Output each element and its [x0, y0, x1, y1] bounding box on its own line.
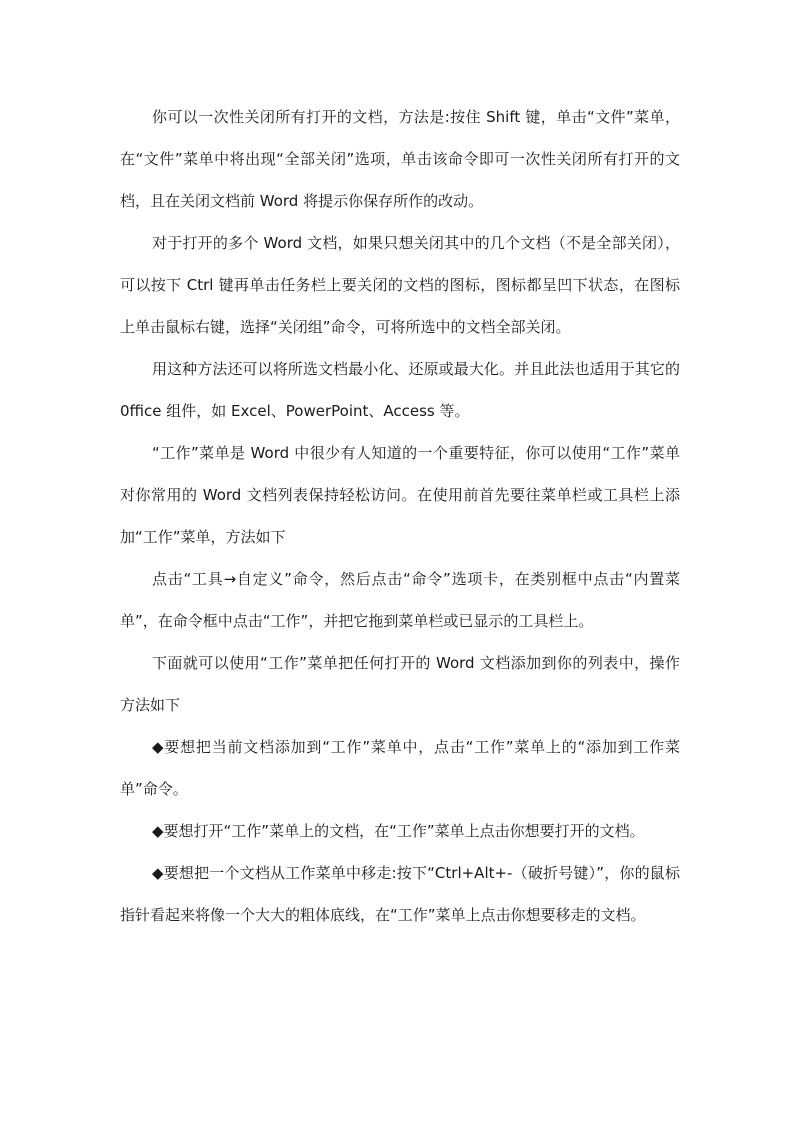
paragraph-close-group: 对于打开的多个 Word 文档，如果只想关闭其中的几个文档（不是全部关闭），可以按下 Ctrl 键再单击任务栏上要关闭的文档的图标，图标都呈凹下状态，在图标上单击鼠标右键，选择“关闭组”命令，可将所选中的文档全部关闭。 — [120, 234, 680, 336]
paragraph-bullet-remove: ◆要想把一个文档从工作菜单中移走:按下“Ctrl+Alt+-（破折号键）”，你的鼠标指针看起来将像一个大大的粗体底线，在“工作”菜单上点击你想要移走的文档。 — [120, 864, 680, 924]
paragraph-bullet-open: ◆要想打开“工作”菜单上的文档，在“工作”菜单上点击你想要打开的文档。 — [152, 822, 645, 840]
paragraph-customize-steps: 点击“工具→自定义”命令，然后点击“命令”选项卡，在类别框中点击“内置菜单”，在命令框中点击“工作”，并把它拖到菜单栏或已显示的工具栏上。 — [120, 570, 680, 630]
paragraph-minimize-restore: 用这种方法还可以将所选文档最小化、还原或最大化。并且此法也适用于其它的 0ffice 组件，如 Excel、PowerPoint、Access 等。 — [120, 360, 680, 420]
paragraph-add-to-list: 下面就可以使用“工作”菜单把任何打开的 Word 文档添加到你的列表中，操作方法如下 — [120, 654, 680, 714]
paragraph-work-menu-intro: “工作”菜单是 Word 中很少有人知道的一个重要特征，你可以使用“工作”菜单对你常用的 Word 文档列表保持轻松访问。在使用前首先要往菜单栏或工具栏上添加“工作”菜单，方法如下 — [120, 444, 680, 546]
document-body — [120, 96, 680, 936]
paragraph-close-all: 你可以一次性关闭所有打开的文档，方法是:按住 Shift 键，单击“文件”菜单，在“文件”菜单中将出现“全部关闭”选项，单击该命令即可一次性关闭所有打开的文档，且在关闭文档前 Word 将提示你保存所作的改动。 — [120, 108, 680, 210]
paragraph-bullet-add: ◆要想把当前文档添加到“工作”菜单中，点击“工作”菜单上的“添加到工作菜单”命令。 — [120, 738, 680, 798]
